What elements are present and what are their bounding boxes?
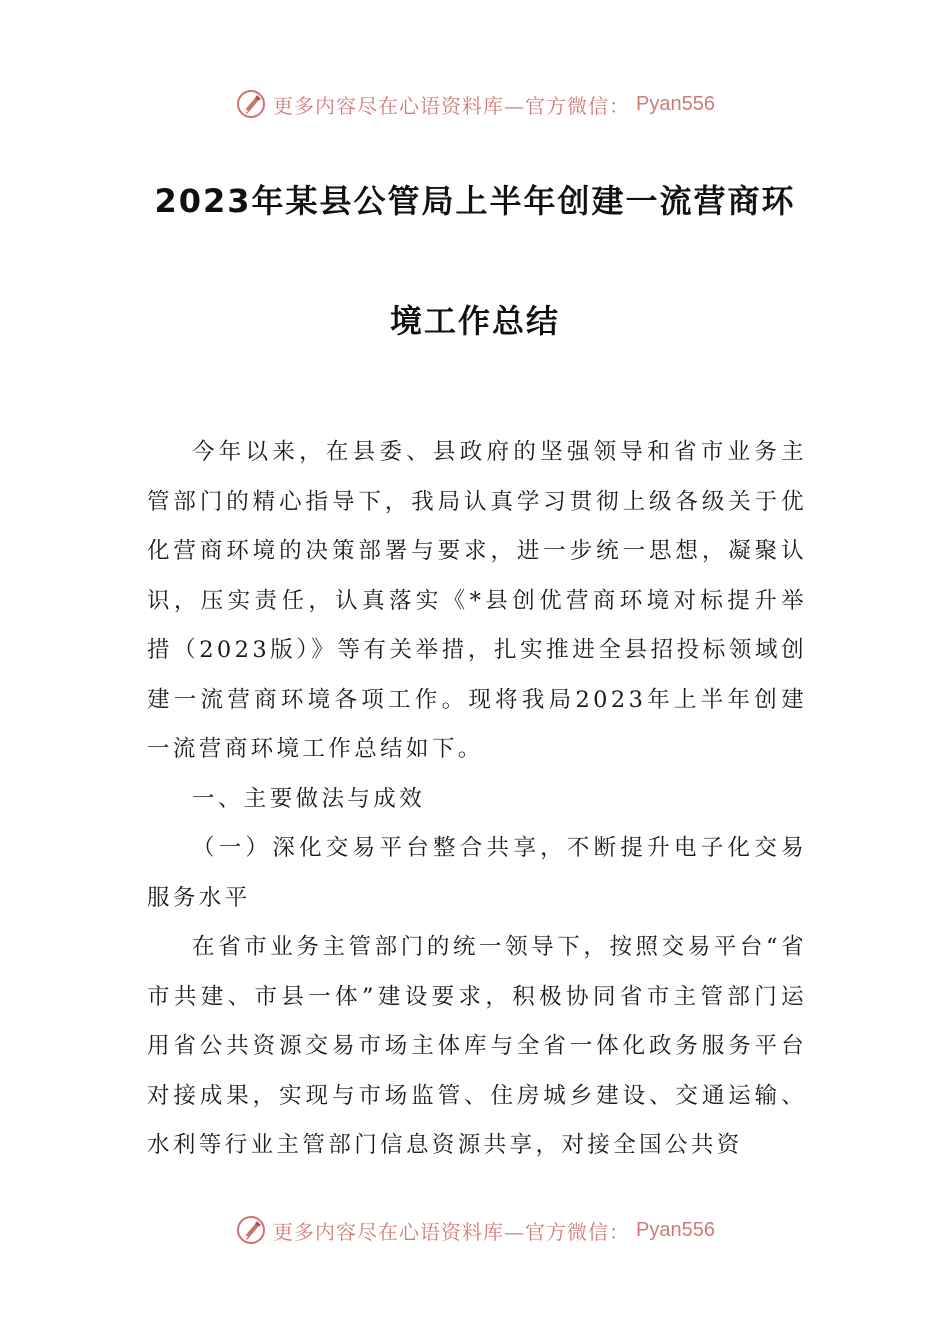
watermark-handle: Pyan556 xyxy=(636,92,715,115)
document-body xyxy=(147,428,807,1171)
intro-paragraph: 今年以来，在县委、县政府的坚强领导和省市业务主管部门的精心指导下，我局认真学习贯彻上级各级关于优化营商环境的决策部署与要求，进一步统一思想，凝聚认识，压实责任，认真落实《*县创优营商环境对标提升举措（2023版）》等有关举措，扎实推进全县招投标领域创建一流营商环境各项工作。现将我局2023年上半年创建一流营商环境工作总结如下。 xyxy=(147,439,807,762)
watermark-handle: Pyan556 xyxy=(636,1218,715,1241)
watermark-text: 更多内容尽在心语资料库—官方微信： xyxy=(273,93,631,118)
subsection-heading-1: （一）深化交易平台整合共享，不断提升电子化交易服务水平 xyxy=(147,835,807,911)
page-title-line2: 境工作总结 xyxy=(389,302,560,340)
watermark-header xyxy=(0,84,950,124)
watermark-footer xyxy=(0,1210,950,1250)
section-heading-1: 一、主要做法与成效 xyxy=(192,785,426,812)
pen-nib-icon xyxy=(235,1214,267,1246)
pen-nib-icon xyxy=(235,88,267,120)
body-paragraph-1: 在省市业务主管部门的统一领导下，按照交易平台“省市共建、市县一体”建设要求，积极协同省市主管部门运用省公共资源交易市场主体库与全省一体化政务服务平台对接成果，实现与市场监管、住房城乡建设、交通运输、水利等行业主管部门信息资源共享，对接全国公共资 xyxy=(147,934,807,1158)
page-title-line1: 2023年某县公管局上半年创建一流营商环 xyxy=(154,182,796,220)
watermark-text: 更多内容尽在心语资料库—官方微信： xyxy=(273,1219,631,1244)
